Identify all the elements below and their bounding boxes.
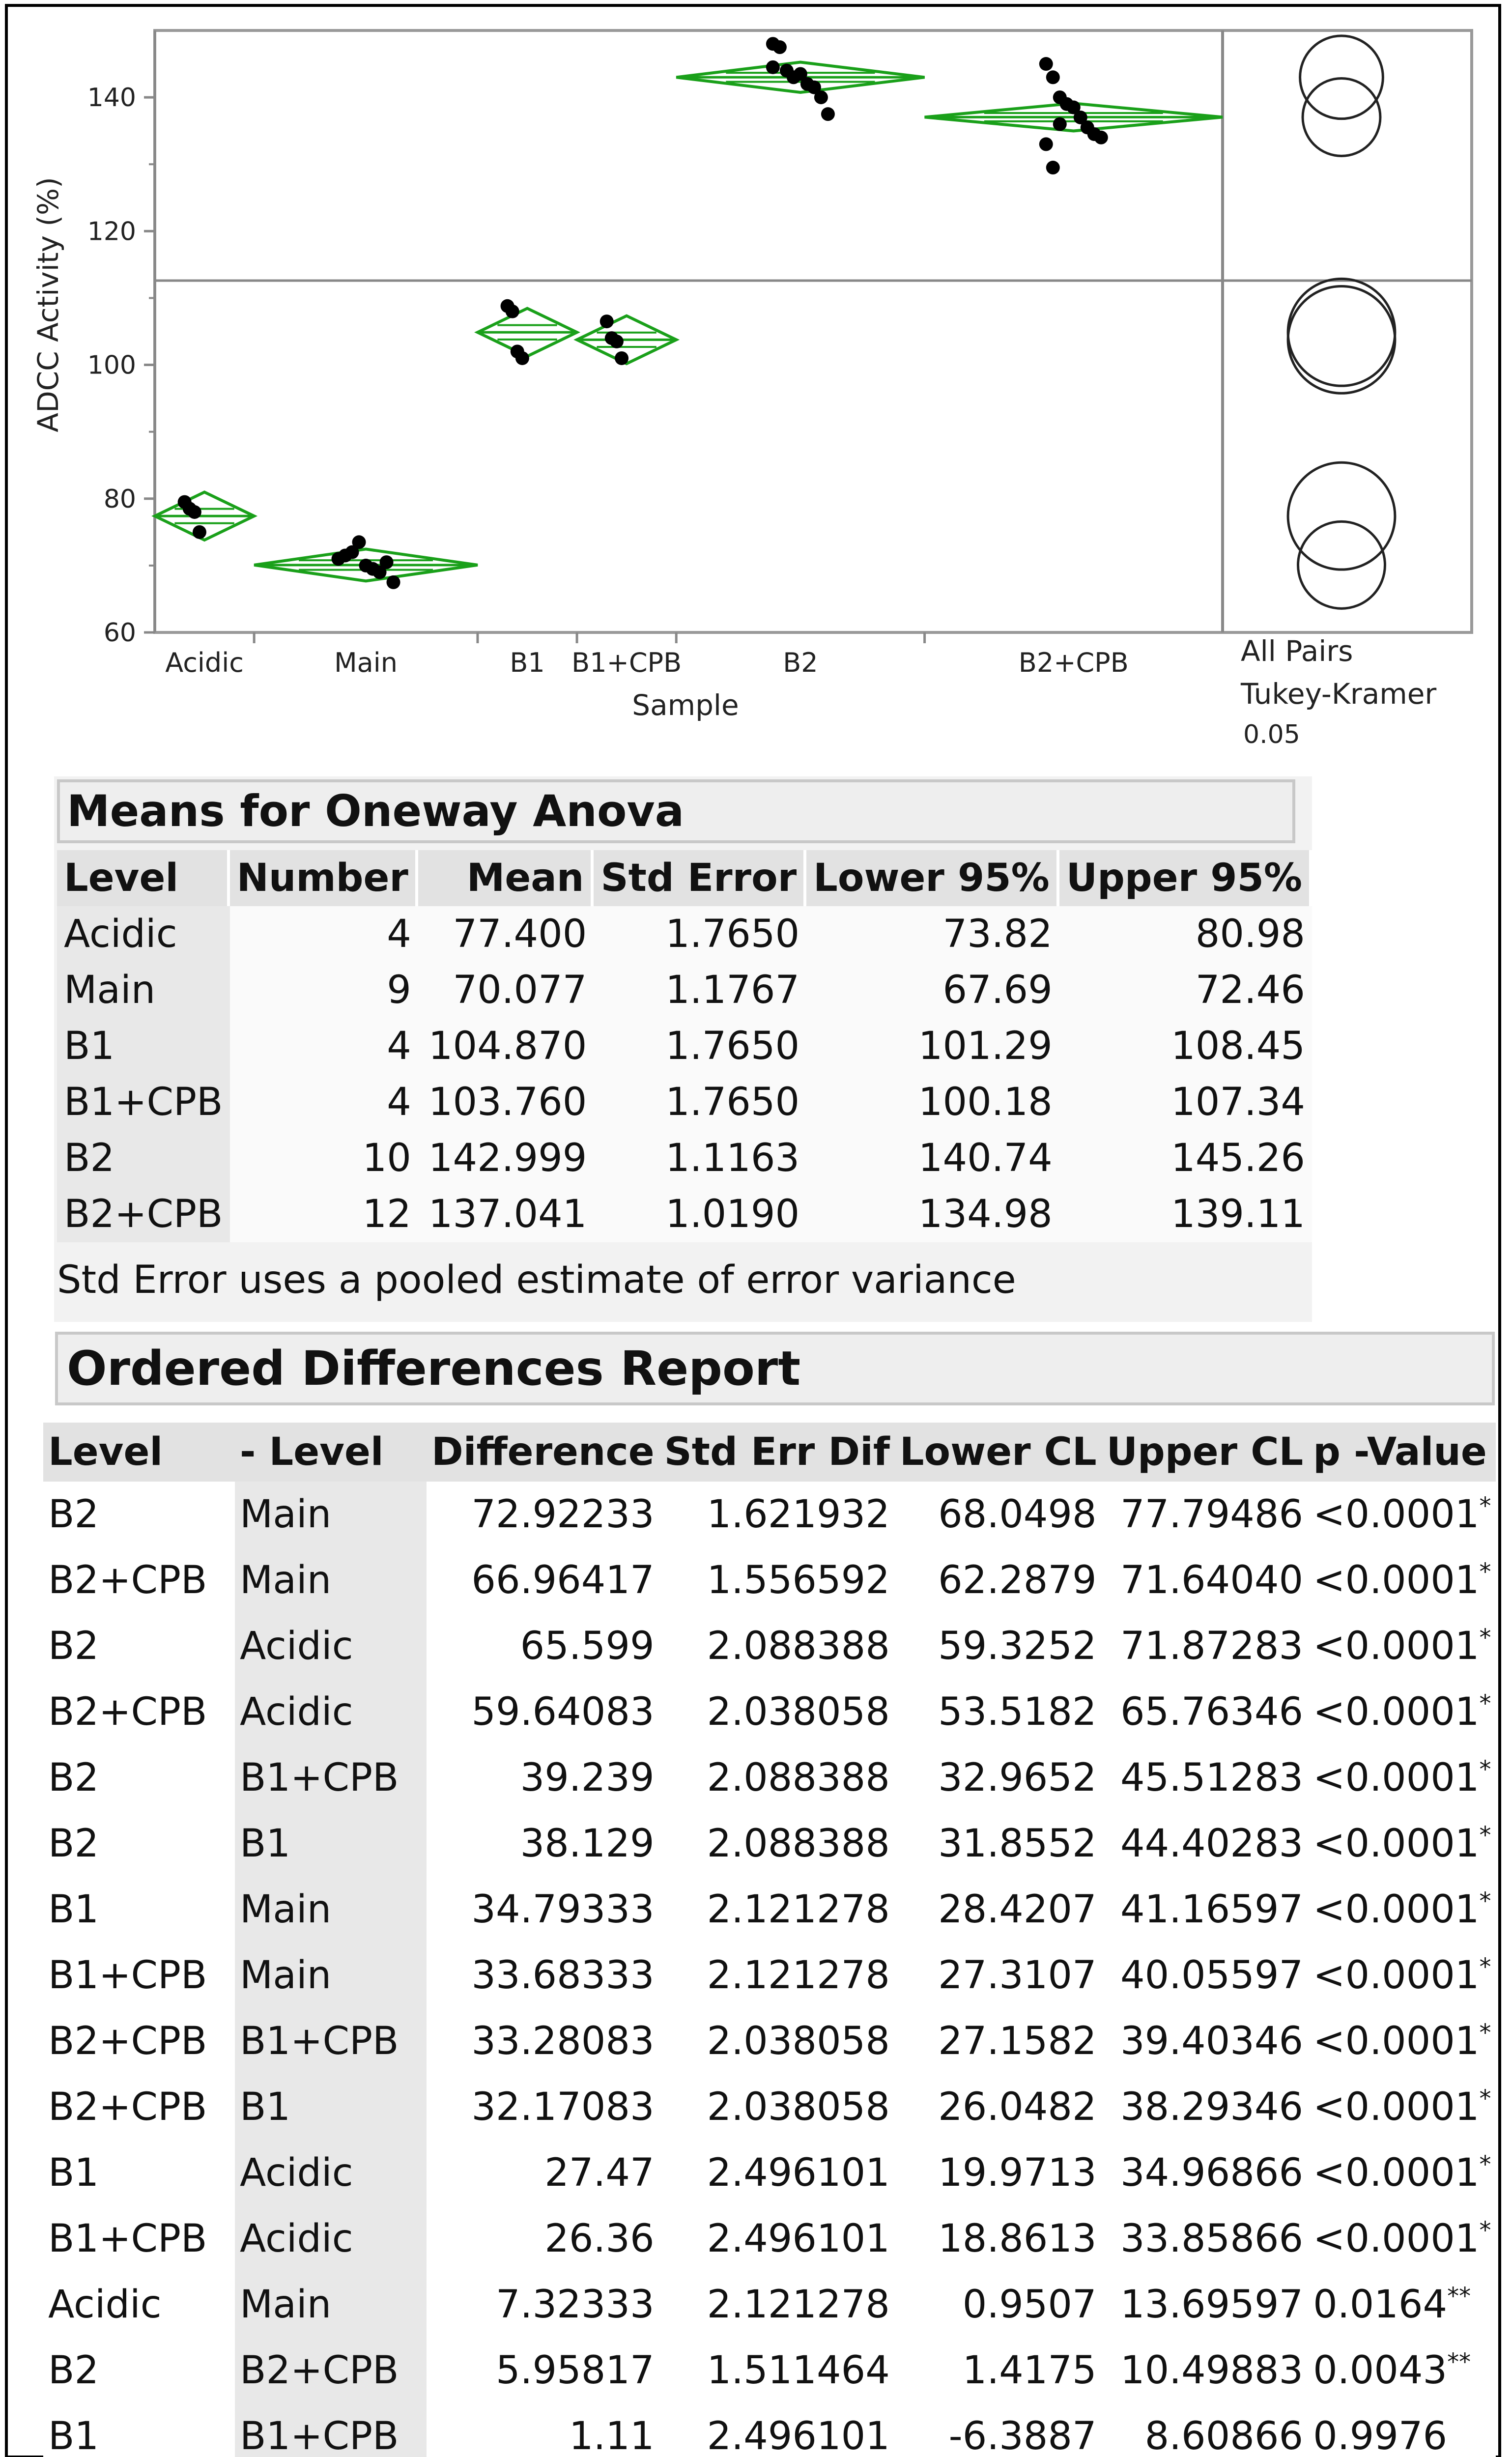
od-cell-level: B1+CPB	[43, 2206, 235, 2272]
data-point	[1053, 117, 1067, 131]
means-anova-title: Means for Oneway Anova	[57, 779, 1295, 843]
means-cell-level: Main	[57, 962, 230, 1018]
means-cell-upper95: 145.26	[1059, 1130, 1312, 1186]
od-cell-lower-cl: 19.9713	[895, 2140, 1102, 2206]
od-cell-std-err-dif: 2.038058	[659, 1679, 895, 1745]
od-cell-upper-cl: 38.29346	[1102, 2074, 1308, 2140]
y-tick-label: 80	[103, 484, 136, 514]
significance-marker: *	[1479, 2085, 1491, 2113]
means-cell-number: 4	[230, 1074, 418, 1130]
od-cell-minus-level: Acidic	[235, 2206, 427, 2272]
od-cell-std-err-dif: 1.621932	[659, 1482, 895, 1547]
y-tick-label: 140	[87, 83, 136, 113]
od-cell-lower-cl: 59.3252	[895, 1613, 1102, 1679]
od-row	[43, 1613, 1496, 1679]
means-cell-upper95: 80.98	[1059, 906, 1312, 962]
od-cell-difference: 33.28083	[427, 2008, 659, 2074]
data-point	[352, 535, 366, 549]
p-value-text: <0.0001	[1313, 2019, 1480, 2063]
means-cell-level: Acidic	[57, 906, 230, 962]
means-cell-lower95: 101.29	[806, 1018, 1059, 1074]
significance-marker: *	[1479, 1887, 1491, 1915]
data-point	[610, 335, 624, 348]
od-cell-p-value	[1308, 1877, 1496, 1943]
means-cell-lower95: 140.74	[806, 1130, 1059, 1186]
x-tick-label: B2+CPB	[1018, 647, 1129, 678]
significance-marker: *	[1479, 1953, 1491, 1981]
means-cell-number: 4	[230, 906, 418, 962]
means-cell-lower95: 100.18	[806, 1074, 1059, 1130]
means-cell-mean: 77.400	[418, 906, 594, 962]
data-point	[600, 314, 614, 328]
od-header-minus-level: - Level	[235, 1423, 427, 1482]
significance-marker: **	[1447, 2283, 1471, 2310]
x-tick-label: B1	[510, 647, 545, 678]
data-point	[506, 305, 519, 318]
od-cell-difference: 72.92233	[427, 1482, 659, 1547]
od-cell-upper-cl: 8.60866	[1102, 2403, 1308, 2457]
od-cell-difference: 26.36	[427, 2206, 659, 2272]
od-cell-std-err-dif: 2.038058	[659, 2074, 895, 2140]
x-tick-label: B1+CPB	[571, 647, 682, 678]
p-value-text: <0.0001	[1313, 1822, 1480, 1866]
od-cell-level: B2	[43, 1745, 235, 1811]
od-cell-std-err-dif: 2.496101	[659, 2206, 895, 2272]
od-cell-lower-cl: -6.3887	[895, 2403, 1102, 2457]
od-cell-p-value	[1308, 2008, 1496, 2074]
means-header-number: Number	[230, 850, 418, 906]
od-cell-upper-cl: 45.51283	[1102, 1745, 1308, 1811]
od-cell-level: B2+CPB	[43, 1679, 235, 1745]
od-cell-difference: 33.68333	[427, 1943, 659, 2008]
od-cell-std-err-dif: 2.038058	[659, 2008, 895, 2074]
means-header-upper95: Upper 95%	[1059, 850, 1312, 906]
od-cell-upper-cl: 41.16597	[1102, 1877, 1308, 1943]
data-point	[387, 575, 400, 589]
means-cell-level: B2+CPB	[57, 1186, 230, 1242]
significance-marker: *	[1479, 2151, 1491, 2178]
data-point	[1046, 161, 1060, 174]
x-tick-label: Main	[334, 647, 398, 678]
x-tick-label: Acidic	[165, 647, 244, 678]
od-cell-p-value	[1308, 2206, 1496, 2272]
od-cell-level: B1	[43, 1877, 235, 1943]
means-row	[57, 1130, 1312, 1186]
means-cell-number: 9	[230, 962, 418, 1018]
means-cell-std-error: 1.1163	[594, 1130, 806, 1186]
od-cell-upper-cl: 44.40283	[1102, 1811, 1308, 1877]
y-tick-label: 120	[87, 217, 136, 247]
data-point	[821, 107, 835, 121]
significance-marker: *	[1479, 1690, 1491, 1717]
od-cell-level: B1	[43, 2403, 235, 2457]
p-value-text: <0.0001	[1313, 1756, 1480, 1800]
means-cell-mean: 104.870	[418, 1018, 594, 1074]
data-point	[193, 525, 206, 539]
od-cell-p-value	[1308, 2140, 1496, 2206]
od-row	[43, 1811, 1496, 1877]
od-cell-lower-cl: 28.4207	[895, 1877, 1102, 1943]
comparison-label-method: Tukey-Kramer	[1241, 677, 1437, 711]
means-header-lower95: Lower 95%	[806, 850, 1059, 906]
means-note: Std Error uses a pooled estimate of error variance	[57, 1258, 1016, 1302]
od-cell-level: B2	[43, 1811, 235, 1877]
od-cell-p-value	[1308, 2272, 1496, 2338]
od-cell-minus-level: Main	[235, 2272, 427, 2338]
data-point	[1039, 137, 1053, 151]
significance-marker: *	[1479, 2019, 1491, 2047]
od-cell-level: B2	[43, 1613, 235, 1679]
od-cell-upper-cl: 13.69597	[1102, 2272, 1308, 2338]
od-cell-level: B1+CPB	[43, 1943, 235, 2008]
od-cell-level: B2	[43, 1482, 235, 1547]
od-cell-upper-cl: 65.76346	[1102, 1679, 1308, 1745]
od-header-lower-cl: Lower CL	[895, 1423, 1102, 1482]
od-cell-difference: 59.64083	[427, 1679, 659, 1745]
od-cell-lower-cl: 18.8613	[895, 2206, 1102, 2272]
od-row	[43, 2272, 1496, 2338]
od-cell-p-value	[1308, 2338, 1496, 2403]
od-header-difference: Difference	[427, 1423, 659, 1482]
od-cell-p-value	[1308, 1482, 1496, 1547]
od-cell-minus-level: B1+CPB	[235, 2008, 427, 2074]
means-cell-mean: 70.077	[418, 962, 594, 1018]
od-cell-difference: 38.129	[427, 1811, 659, 1877]
data-point	[380, 555, 394, 569]
od-cell-level: Acidic	[43, 2272, 235, 2338]
significance-marker: *	[1479, 1756, 1491, 1783]
p-value-text: <0.0001	[1313, 1953, 1480, 1998]
means-header-level: Level	[57, 850, 230, 906]
od-cell-upper-cl: 33.85866	[1102, 2206, 1308, 2272]
od-cell-level: B2+CPB	[43, 2008, 235, 2074]
p-value-text: <0.0001	[1313, 1887, 1480, 1932]
od-cell-lower-cl: 26.0482	[895, 2074, 1102, 2140]
means-cell-mean: 142.999	[418, 1130, 594, 1186]
means-cell-upper95: 72.46	[1059, 962, 1312, 1018]
p-value-text: <0.0001	[1313, 1624, 1480, 1668]
od-cell-minus-level: B1	[235, 2074, 427, 2140]
od-row	[43, 1877, 1496, 1943]
comparison-label-all-pairs: All Pairs	[1241, 634, 1353, 668]
od-cell-minus-level: B1+CPB	[235, 2403, 427, 2457]
data-point	[615, 351, 628, 365]
od-cell-upper-cl: 34.96866	[1102, 2140, 1308, 2206]
od-cell-p-value	[1308, 2403, 1496, 2457]
means-cell-std-error: 1.1767	[594, 962, 806, 1018]
p-value-text: <0.0001	[1313, 1558, 1480, 1602]
x-axis-label: Sample	[632, 688, 739, 722]
data-point	[1046, 70, 1060, 84]
od-cell-difference: 34.79333	[427, 1877, 659, 1943]
data-point	[773, 40, 787, 54]
means-cell-upper95: 108.45	[1059, 1018, 1312, 1074]
p-value-text: 0.9976	[1313, 2414, 1448, 2457]
means-row	[57, 1186, 1312, 1242]
od-cell-level: B1	[43, 2140, 235, 2206]
means-cell-level: B2	[57, 1130, 230, 1186]
od-header-std-err-dif: Std Err Dif	[659, 1423, 895, 1482]
od-cell-minus-level: Main	[235, 1943, 427, 2008]
means-row	[57, 1018, 1312, 1074]
y-tick-label: 100	[87, 350, 136, 380]
od-row	[43, 2338, 1496, 2403]
means-cell-upper95: 107.34	[1059, 1074, 1312, 1130]
od-header-p-value: p -Value	[1308, 1423, 1496, 1482]
od-cell-difference: 39.239	[427, 1745, 659, 1811]
od-cell-p-value	[1308, 1811, 1496, 1877]
od-cell-lower-cl: 31.8552	[895, 1811, 1102, 1877]
od-cell-std-err-dif: 2.121278	[659, 1877, 895, 1943]
data-point	[515, 351, 529, 365]
od-cell-minus-level: Acidic	[235, 1613, 427, 1679]
od-cell-difference: 27.47	[427, 2140, 659, 2206]
od-cell-lower-cl: 68.0498	[895, 1482, 1102, 1547]
means-anova-table	[57, 850, 1312, 1242]
od-cell-minus-level: Main	[235, 1547, 427, 1613]
od-cell-lower-cl: 27.1582	[895, 2008, 1102, 2074]
od-row	[43, 2403, 1496, 2457]
data-point	[1094, 131, 1108, 144]
od-cell-minus-level: Main	[235, 1482, 427, 1547]
od-cell-std-err-dif: 2.496101	[659, 2403, 895, 2457]
od-cell-difference: 7.32333	[427, 2272, 659, 2338]
means-cell-mean: 103.760	[418, 1074, 594, 1130]
means-row	[57, 1074, 1312, 1130]
data-point	[188, 505, 201, 519]
means-header-std-error: Std Error	[594, 850, 806, 906]
od-header-level: Level	[43, 1423, 235, 1482]
od-row	[43, 1943, 1496, 2008]
means-cell-std-error: 1.7650	[594, 906, 806, 962]
od-cell-upper-cl: 71.64040	[1102, 1547, 1308, 1613]
p-value-text: 0.0043	[1313, 2348, 1448, 2393]
od-row	[43, 2206, 1496, 2272]
significance-marker: *	[1479, 2217, 1491, 2244]
p-value-text: <0.0001	[1313, 2151, 1480, 2195]
od-row	[43, 2140, 1496, 2206]
ordered-differences-table	[43, 1423, 1496, 2457]
means-cell-std-error: 1.7650	[594, 1074, 806, 1130]
od-header-upper-cl: Upper CL	[1102, 1423, 1308, 1482]
od-cell-std-err-dif: 2.088388	[659, 1613, 895, 1679]
y-tick-label: 60	[103, 618, 136, 648]
od-cell-std-err-dif: 2.088388	[659, 1811, 895, 1877]
od-cell-lower-cl: 53.5182	[895, 1679, 1102, 1745]
means-cell-mean: 137.041	[418, 1186, 594, 1242]
means-row	[57, 906, 1312, 962]
od-cell-std-err-dif: 2.121278	[659, 1943, 895, 2008]
significance-marker: **	[1447, 2348, 1471, 2376]
od-row	[43, 2074, 1496, 2140]
od-cell-minus-level: B1+CPB	[235, 1745, 427, 1811]
od-cell-p-value	[1308, 1613, 1496, 1679]
od-row	[43, 1482, 1496, 1547]
od-cell-lower-cl: 27.3107	[895, 1943, 1102, 2008]
od-cell-std-err-dif: 2.088388	[659, 1745, 895, 1811]
data-point	[1039, 57, 1053, 71]
p-value-text: <0.0001	[1313, 1492, 1480, 1537]
od-cell-p-value	[1308, 2074, 1496, 2140]
means-header-mean: Mean	[418, 850, 594, 906]
p-value-text: <0.0001	[1313, 2085, 1480, 2129]
p-value-text: 0.0164	[1313, 2283, 1448, 2327]
od-cell-minus-level: Acidic	[235, 1679, 427, 1745]
means-anova-section	[54, 776, 1312, 1322]
od-cell-std-err-dif: 1.556592	[659, 1547, 895, 1613]
significance-marker: *	[1479, 1822, 1491, 1849]
od-cell-lower-cl: 0.9507	[895, 2272, 1102, 2338]
means-cell-level: B1+CPB	[57, 1074, 230, 1130]
means-row	[57, 962, 1312, 1018]
od-cell-difference: 5.95817	[427, 2338, 659, 2403]
od-cell-p-value	[1308, 1745, 1496, 1811]
p-value-text: <0.0001	[1313, 2217, 1480, 2261]
od-row	[43, 1679, 1496, 1745]
means-cell-lower95: 73.82	[806, 906, 1059, 962]
means-cell-number: 4	[230, 1018, 418, 1074]
means-cell-std-error: 1.7650	[594, 1018, 806, 1074]
od-row	[43, 1547, 1496, 1613]
significance-marker: *	[1479, 1558, 1491, 1586]
od-cell-lower-cl: 1.4175	[895, 2338, 1102, 2403]
od-row	[43, 2008, 1496, 2074]
od-cell-upper-cl: 77.79486	[1102, 1482, 1308, 1547]
od-cell-std-err-dif: 2.496101	[659, 2140, 895, 2206]
means-cell-upper95: 139.11	[1059, 1186, 1312, 1242]
od-cell-lower-cl: 32.9652	[895, 1745, 1102, 1811]
means-cell-level: B1	[57, 1018, 230, 1074]
comparison-label-alpha: 0.05	[1243, 720, 1300, 749]
od-cell-difference: 65.599	[427, 1613, 659, 1679]
ordered-differences-title: Ordered Differences Report	[55, 1332, 1495, 1405]
od-cell-p-value	[1308, 1679, 1496, 1745]
od-cell-minus-level: Acidic	[235, 2140, 427, 2206]
od-cell-upper-cl: 71.87283	[1102, 1613, 1308, 1679]
od-cell-p-value	[1308, 1943, 1496, 2008]
data-point	[766, 60, 780, 74]
od-cell-level: B2	[43, 2338, 235, 2403]
x-tick-label: B2	[783, 647, 818, 678]
od-cell-minus-level: B2+CPB	[235, 2338, 427, 2403]
means-cell-number: 12	[230, 1186, 418, 1242]
od-cell-minus-level: B1	[235, 1811, 427, 1877]
od-cell-upper-cl: 39.40346	[1102, 2008, 1308, 2074]
od-cell-lower-cl: 62.2879	[895, 1547, 1102, 1613]
od-cell-difference: 66.96417	[427, 1547, 659, 1613]
od-cell-p-value	[1308, 1547, 1496, 1613]
od-cell-level: B2+CPB	[43, 1547, 235, 1613]
means-cell-std-error: 1.0190	[594, 1186, 806, 1242]
means-cell-lower95: 134.98	[806, 1186, 1059, 1242]
od-cell-difference: 1.11	[427, 2403, 659, 2457]
od-cell-upper-cl: 10.49883	[1102, 2338, 1308, 2403]
oneway-chart	[0, 0, 1512, 767]
y-axis-label: ADCC Activity (%)	[31, 177, 65, 432]
od-row	[43, 1745, 1496, 1811]
means-cell-number: 10	[230, 1130, 418, 1186]
means-cell-lower95: 67.69	[806, 962, 1059, 1018]
od-cell-level: B2+CPB	[43, 2074, 235, 2140]
p-value-text: <0.0001	[1313, 1690, 1480, 1734]
significance-marker: *	[1479, 1492, 1491, 1520]
od-cell-std-err-dif: 1.511464	[659, 2338, 895, 2403]
od-cell-minus-level: Main	[235, 1877, 427, 1943]
od-cell-std-err-dif: 2.121278	[659, 2272, 895, 2338]
od-cell-difference: 32.17083	[427, 2074, 659, 2140]
od-cell-upper-cl: 40.05597	[1102, 1943, 1308, 2008]
data-point	[814, 90, 828, 104]
significance-marker: *	[1479, 1624, 1491, 1652]
